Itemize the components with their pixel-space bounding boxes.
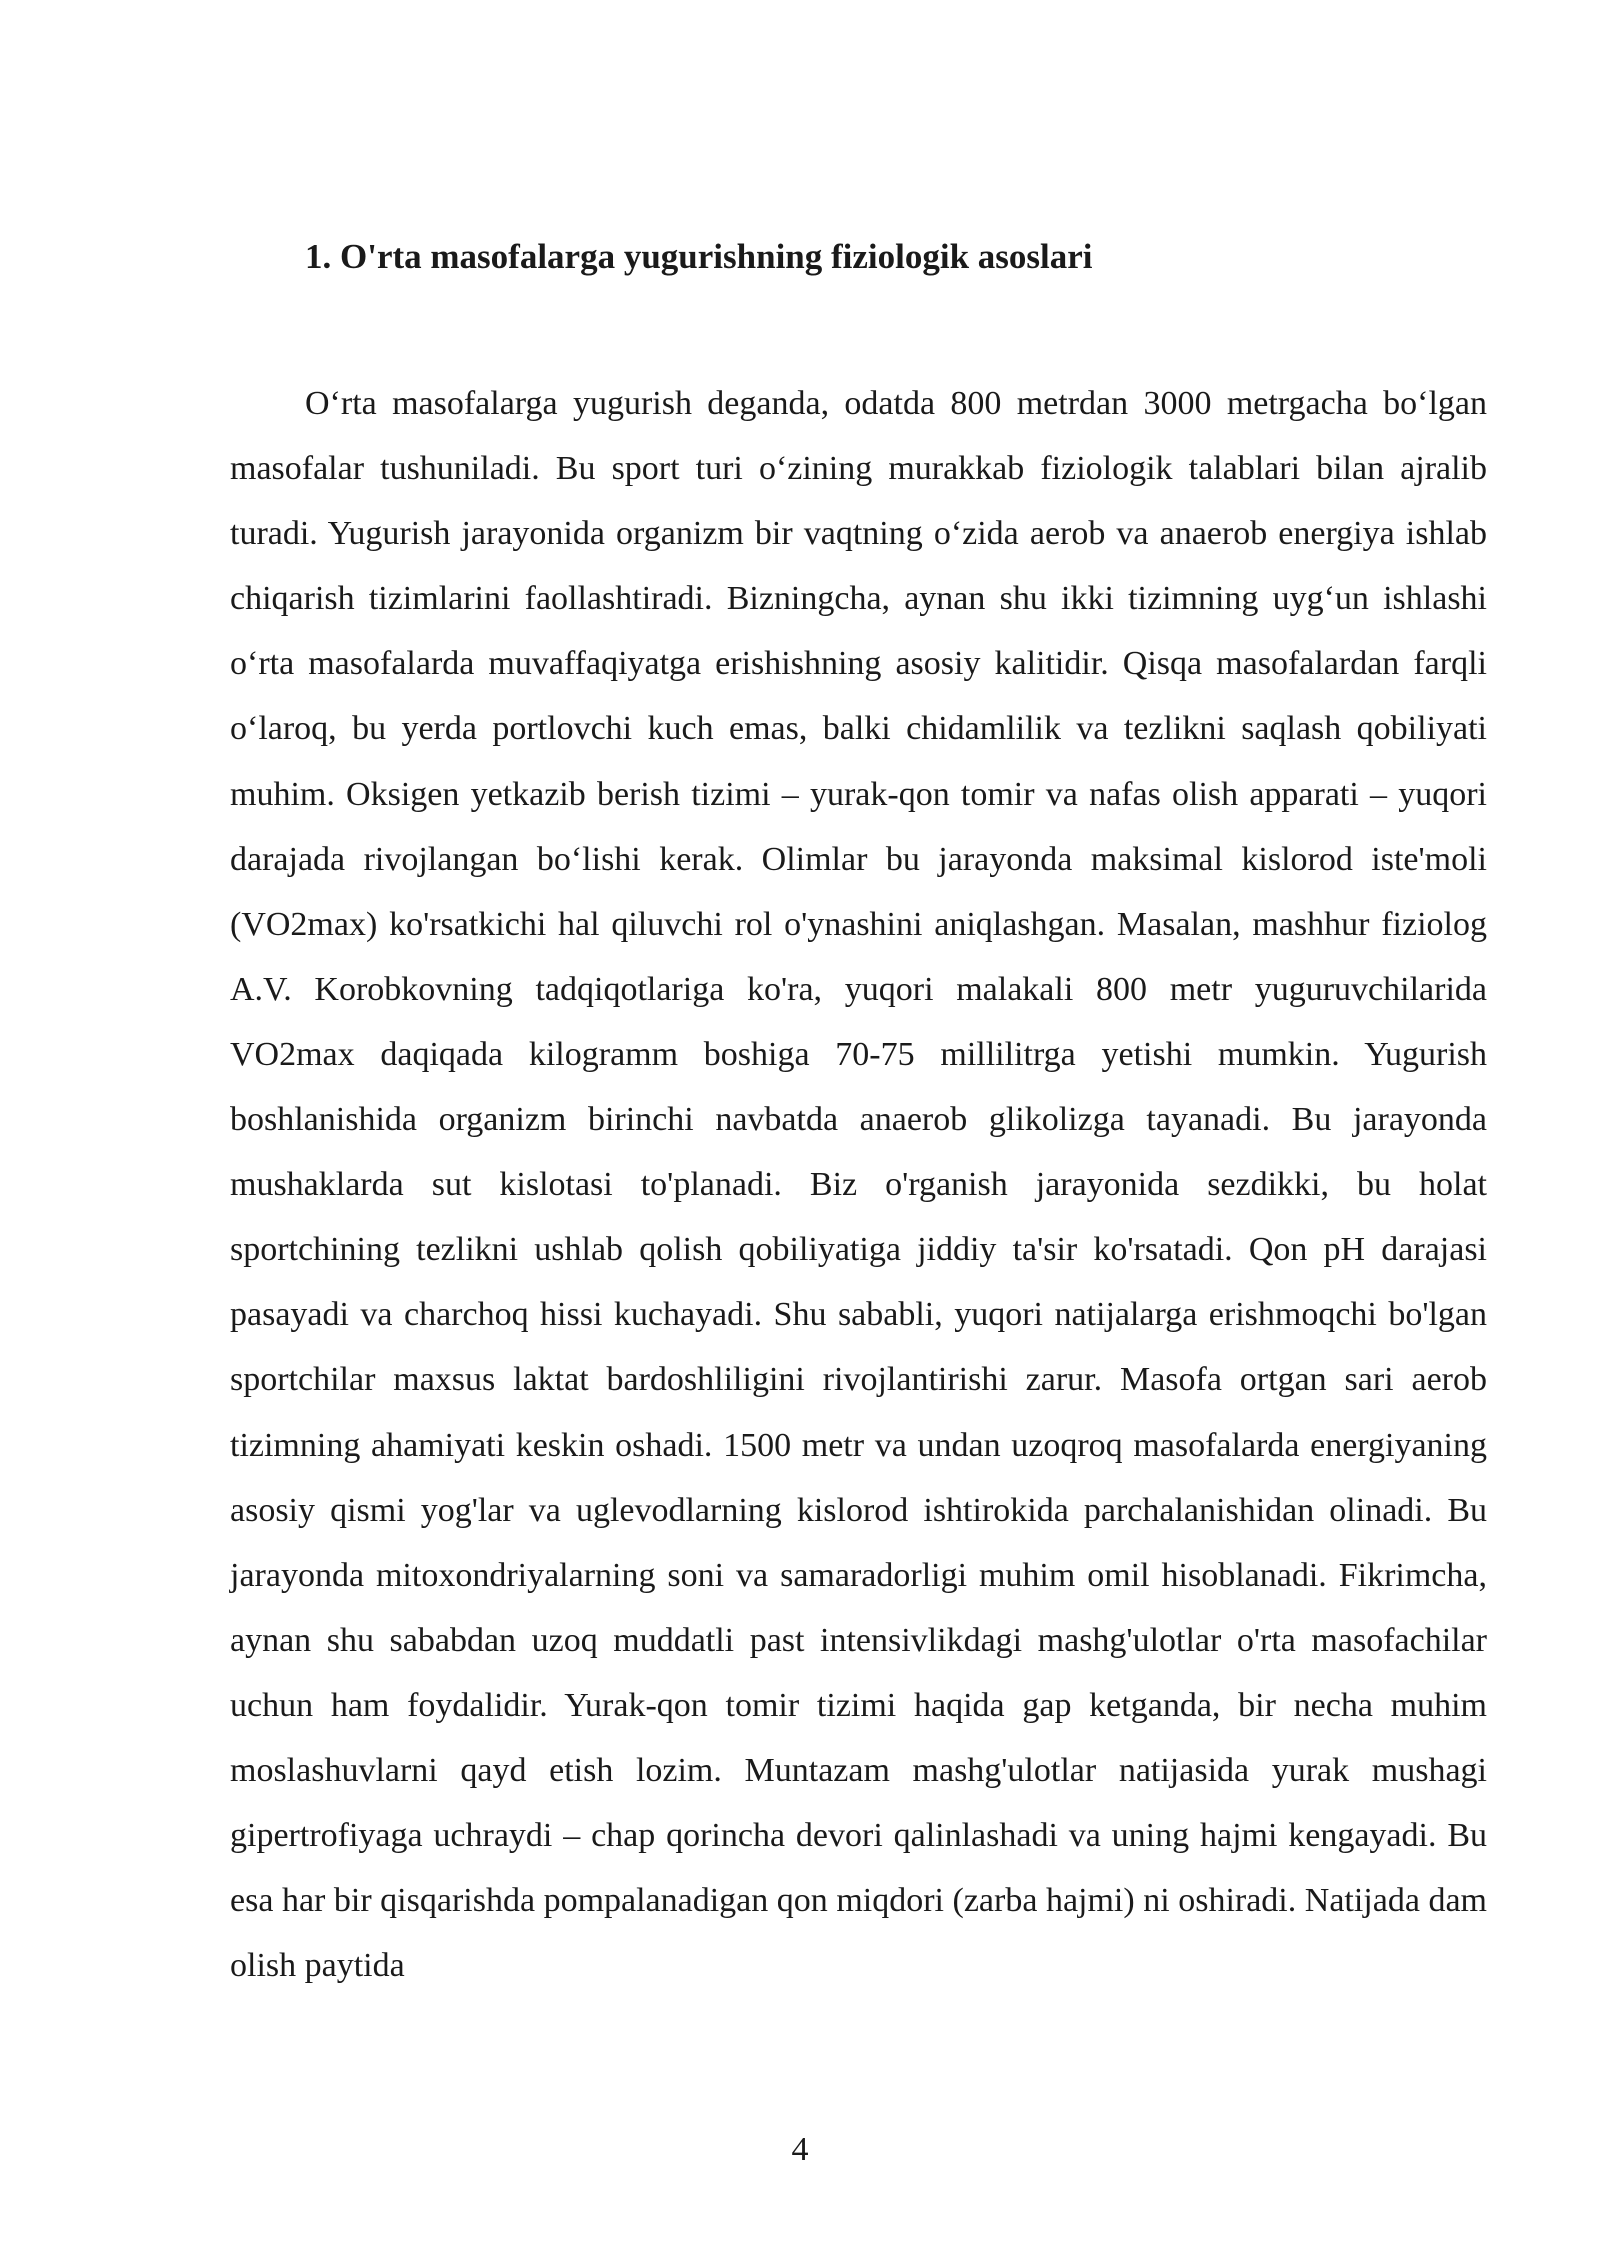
- page-number: 4: [791, 2131, 809, 2168]
- section-heading: 1. O'rta masofalarga yugurishning fiziologik asoslari: [305, 237, 1093, 276]
- body-paragraph: O‘rta masofalarga yugurish deganda, odatda 800 metrdan 3000 metrgacha bo‘lgan masofalar tushuniladi. Bu sport turi o‘zining murakkab fiziologik talablari bilan ajralib turadi. Yugurish jarayonida organizm bir vaqtning o‘zida aerob va anaerob energiya ishlab chiqarish tizimlarini faollashtiradi. Bizningcha, aynan shu ikki tizimning uyg‘un ishlashi o‘rta masofalarda muvaffaqiyatga erishishning asosiy kalitidir. Qisqa masofalardan farqli o‘laroq, bu yerda portlovchi kuch emas, balki chidamlilik va tezlikni saqlash qobiliyati muhim. Oksigen yetkazib berish tizimi – yurak-qon tomir va nafas olish apparati – yuqori darajada rivojlangan bo‘lishi kerak. Olimlar bu jarayonda maksimal kislorod iste'moli (VO2max) ko'rsatkichi hal qiluvchi rol o'ynashini aniqlashgan. Masalan, mashhur fiziolog A.V. Korobkovning tadqiqotlariga ko'ra, yuqori malakali 800 metr yuguruvchilarida VO2max daqiqada kilogramm boshiga 70-75 millilitrga yetishi mumkin. Yugurish boshlanishida organizm birinchi navbatda anaerob glikolizga tayanadi. Bu jarayonda mushaklarda sut kislotasi to'planadi. Biz o'rganish jarayonida sezdikki, bu holat sportchining tezlikni ushlab qolish qobiliyatiga jiddiy ta'sir ko'rsatadi. Qon pH darajasi pasayadi va charchoq hissi kuchayadi. Shu sababli, yuqori natijalarga erishmoqchi bo'lgan sportchilar maxsus laktat bardoshliligini rivojlantirishi zarur. Masofa ortgan sari aerob tizimning ahamiyati keskin oshadi. 1500 metr va undan uzoqroq masofalarda energiyaning asosiy qismi yog'lar va uglevodlarning kislorod ishtirokida parchalanishidan olinadi. Bu jarayonda mitoxondriyalarning soni va samaradorligi muhim omil hisoblanadi. Fikrimcha, aynan shu sababdan uzoq muddatli past intensivlikdagi mashg'ulotlar o'rta masofachilar uchun ham foydalidir. Yurak-qon tomir tizimi haqida gap ketganda, bir necha muhim moslashuvlarni qayd etish lozim. Muntazam mashg'ulotlar natijasida yurak mushagi gipertrofiyaga uchraydi – chap qorincha devori qalinlashadi va uning hajmi kengayadi. Bu esa har bir qisqarishda pompalanadigan qon miqdori (zarba hajmi) ni oshiradi. Natijada dam olish paytida: [230, 385, 1487, 1985]
